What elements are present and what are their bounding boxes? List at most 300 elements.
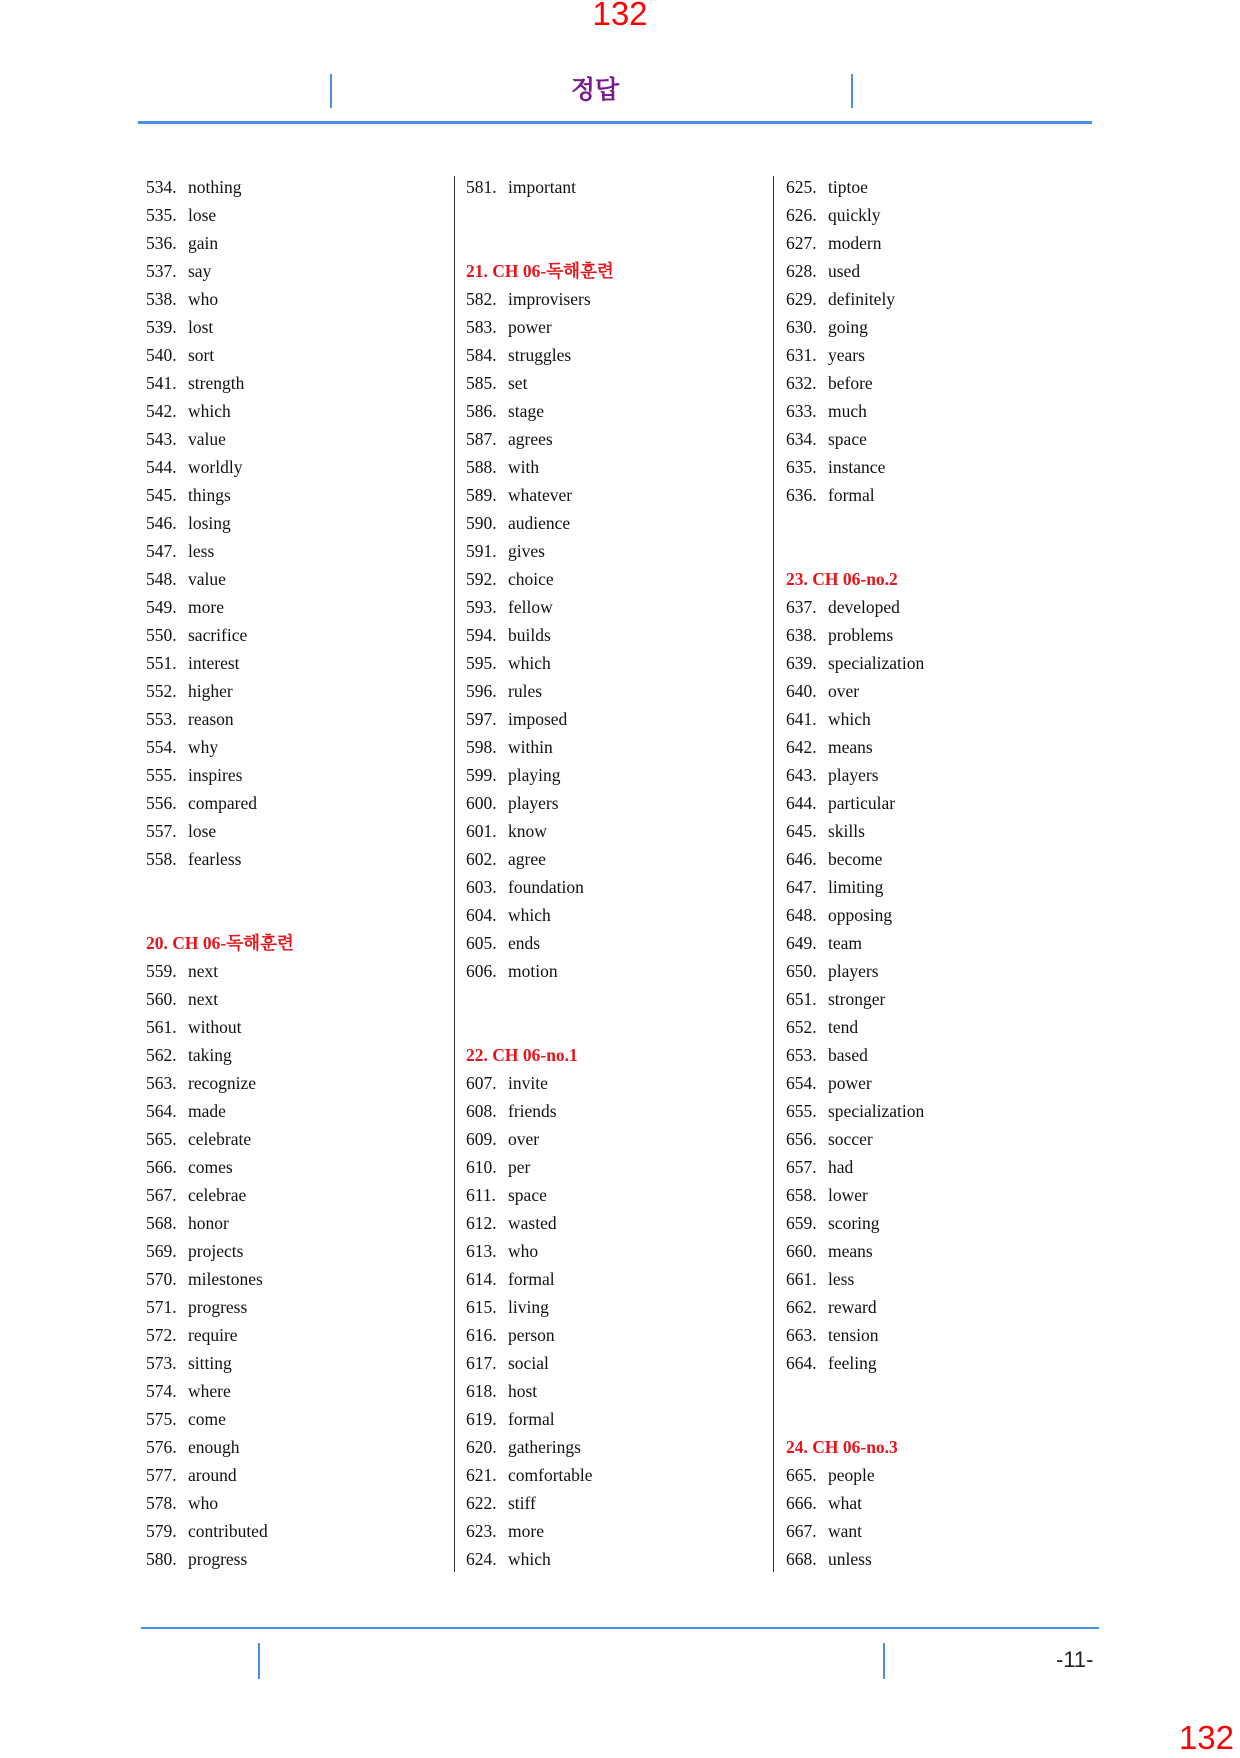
answer-number: 575. <box>146 1409 177 1429</box>
spacer <box>146 901 466 929</box>
answer-number: 614. <box>466 1269 497 1289</box>
answer-item <box>786 733 1106 761</box>
answer-word: gatherings <box>508 1437 581 1457</box>
answer-word: players <box>828 765 879 785</box>
answer-number: 549. <box>146 597 177 617</box>
answer-word: stage <box>508 401 544 421</box>
answer-item <box>786 1349 1106 1377</box>
answer-word: value <box>188 569 226 589</box>
answer-word: audience <box>508 513 571 533</box>
answer-item <box>466 901 786 929</box>
section-heading: 22. CH 06-no.1 <box>466 1045 578 1065</box>
answer-item <box>146 677 466 705</box>
answer-item <box>466 1265 786 1293</box>
spacer <box>786 537 1106 565</box>
answer-word: why <box>188 737 219 757</box>
answer-item <box>466 649 786 677</box>
page-title: 정답 <box>570 75 620 104</box>
answer-word: whatever <box>508 485 573 505</box>
answer-word: gives <box>508 541 545 561</box>
answer-word: modern <box>828 233 882 253</box>
spacer <box>466 229 786 257</box>
answer-number: 629. <box>786 289 817 309</box>
answer-word: know <box>508 821 547 841</box>
answer-item <box>786 1013 1106 1041</box>
answer-item <box>466 509 786 537</box>
answer-number: 553. <box>146 709 177 729</box>
answer-item <box>146 397 466 425</box>
answer-item <box>146 565 466 593</box>
answer-item <box>466 341 786 369</box>
answer-item <box>786 1517 1106 1545</box>
answer-word: opposing <box>828 905 893 925</box>
answer-word: ends <box>508 933 541 953</box>
answer-word: quickly <box>828 205 881 225</box>
answer-item <box>466 1461 786 1489</box>
answer-item <box>146 1321 466 1349</box>
answer-item <box>466 593 786 621</box>
answer-item <box>146 201 466 229</box>
answer-word: invite <box>508 1073 548 1093</box>
answer-word: particular <box>828 793 896 813</box>
answer-word: space <box>508 1185 547 1205</box>
answer-number: 610. <box>466 1157 497 1177</box>
answer-word: compared <box>188 793 257 813</box>
answer-word: next <box>188 961 219 981</box>
answer-number: 586. <box>466 401 497 421</box>
answer-item <box>146 1377 466 1405</box>
answer-item <box>466 957 786 985</box>
answer-word: people <box>828 1465 875 1485</box>
answer-item <box>146 1013 466 1041</box>
answer-item <box>146 1069 466 1097</box>
answer-item <box>786 341 1106 369</box>
answer-number: 615. <box>466 1297 497 1317</box>
answer-item <box>786 593 1106 621</box>
answer-item <box>786 257 1106 285</box>
answer-number: 665. <box>786 1465 817 1485</box>
answer-item <box>466 1433 786 1461</box>
answer-item <box>146 453 466 481</box>
answer-word: lose <box>188 821 217 841</box>
answer-item <box>466 1125 786 1153</box>
answer-number: 612. <box>466 1213 497 1233</box>
answer-number: 609. <box>466 1129 497 1149</box>
answer-number: 664. <box>786 1353 817 1373</box>
answer-item <box>466 1209 786 1237</box>
answer-number: 592. <box>466 569 497 589</box>
answer-word: gain <box>188 233 219 253</box>
answer-number: 646. <box>786 849 817 869</box>
answer-number: 623. <box>466 1521 497 1541</box>
column-separator-2 <box>773 176 774 1572</box>
answer-word: taking <box>188 1045 232 1065</box>
answer-item <box>786 173 1106 201</box>
answer-item <box>146 1125 466 1153</box>
answer-word: celebrate <box>188 1129 252 1149</box>
section-heading: 24. CH 06-no.3 <box>786 1437 898 1457</box>
section-heading: 20. CH 06-독해훈련 <box>146 933 294 953</box>
answer-word: sacrifice <box>188 625 248 645</box>
answer-word: which <box>508 1549 551 1569</box>
answer-number: 608. <box>466 1101 497 1121</box>
answer-item <box>786 901 1106 929</box>
answer-item <box>786 873 1106 901</box>
answer-number: 582. <box>466 289 497 309</box>
answer-number: 654. <box>786 1073 817 1093</box>
answer-word: per <box>508 1157 531 1177</box>
answer-item <box>786 285 1106 313</box>
answer-item <box>146 1489 466 1517</box>
answer-item <box>786 1069 1106 1097</box>
answer-word: reward <box>828 1297 877 1317</box>
answer-item <box>466 1349 786 1377</box>
answer-word: playing <box>508 765 561 785</box>
answer-item <box>466 313 786 341</box>
answer-item <box>786 313 1106 341</box>
answer-word: more <box>188 597 224 617</box>
answer-number: 644. <box>786 793 817 813</box>
answer-item <box>786 649 1106 677</box>
spacer <box>466 201 786 229</box>
answer-item <box>466 425 786 453</box>
answer-number: 607. <box>466 1073 497 1093</box>
footer-divider-left <box>258 1643 260 1679</box>
answer-number: 585. <box>466 373 497 393</box>
answer-number: 599. <box>466 765 497 785</box>
answer-word: who <box>188 1493 219 1513</box>
answer-number: 626. <box>786 205 817 225</box>
answer-word: tiptoe <box>828 177 868 197</box>
answer-item <box>786 1209 1106 1237</box>
answer-number: 645. <box>786 821 817 841</box>
top-page-number: 132 <box>592 0 648 32</box>
answer-number: 655. <box>786 1101 817 1121</box>
answer-word: who <box>508 1241 539 1261</box>
answer-word: builds <box>508 625 551 645</box>
answer-item <box>466 733 786 761</box>
answer-word: progress <box>188 1549 248 1569</box>
answer-item <box>466 789 786 817</box>
answer-number: 580. <box>146 1549 177 1569</box>
answer-word: feeling <box>828 1353 877 1373</box>
answer-word: person <box>508 1325 555 1345</box>
answer-word: problems <box>828 625 894 645</box>
answer-word: over <box>508 1129 540 1149</box>
answer-number: 613. <box>466 1241 497 1261</box>
answer-word: stiff <box>508 1493 536 1513</box>
answer-word: friends <box>508 1101 557 1121</box>
answer-item <box>786 817 1106 845</box>
answer-item <box>466 397 786 425</box>
answer-number: 548. <box>146 569 177 589</box>
answer-item <box>786 1545 1106 1573</box>
spacer <box>466 1013 786 1041</box>
answer-number: 571. <box>146 1297 177 1317</box>
answer-item <box>466 1321 786 1349</box>
answer-number: 565. <box>146 1129 177 1149</box>
answer-number: 653. <box>786 1045 817 1065</box>
answer-item <box>466 817 786 845</box>
answer-item <box>466 565 786 593</box>
answer-item <box>786 761 1106 789</box>
answer-item <box>146 1545 466 1573</box>
answer-word: choice <box>508 569 554 589</box>
answer-number: 602. <box>466 849 497 869</box>
answer-item <box>466 1153 786 1181</box>
answer-word: inspires <box>188 765 243 785</box>
answer-word: host <box>508 1381 538 1401</box>
answer-word: foundation <box>508 877 584 897</box>
answer-item <box>146 985 466 1013</box>
answer-number: 649. <box>786 933 817 953</box>
answer-number: 642. <box>786 737 817 757</box>
answer-word: instance <box>828 457 886 477</box>
answer-word: means <box>828 737 873 757</box>
answer-item <box>466 1293 786 1321</box>
answer-word: agrees <box>508 429 553 449</box>
answer-number: 634. <box>786 429 817 449</box>
answer-item <box>466 1181 786 1209</box>
answer-number: 658. <box>786 1185 817 1205</box>
answer-word: celebrae <box>188 1185 247 1205</box>
answer-word: specialization <box>828 653 925 673</box>
answer-number: 535. <box>146 205 177 225</box>
answer-word: where <box>188 1381 231 1401</box>
footer-rule <box>141 1627 1099 1629</box>
answer-number: 619. <box>466 1409 497 1429</box>
answer-item <box>146 1349 466 1377</box>
answer-number: 648. <box>786 905 817 925</box>
answer-word: projects <box>188 1241 244 1261</box>
answer-column-1 <box>146 173 466 1573</box>
answer-item <box>786 453 1106 481</box>
answer-word: which <box>508 905 551 925</box>
answer-number: 557. <box>146 821 177 841</box>
answer-item <box>466 705 786 733</box>
answer-word: unless <box>828 1549 872 1569</box>
answer-word: sort <box>188 345 215 365</box>
answer-item <box>466 481 786 509</box>
answer-item <box>146 1209 466 1237</box>
answer-item <box>466 1097 786 1125</box>
answer-item <box>786 229 1106 257</box>
spacer <box>146 873 466 901</box>
answer-number: 661. <box>786 1269 817 1289</box>
answer-word: fearless <box>188 849 242 869</box>
answer-word: come <box>188 1409 226 1429</box>
answer-number: 563. <box>146 1073 177 1093</box>
answer-number: 611. <box>466 1185 496 1205</box>
section-heading: 21. CH 06-독해훈련 <box>466 261 614 281</box>
answer-item <box>146 1097 466 1125</box>
answer-item <box>786 845 1106 873</box>
answer-number: 630. <box>786 317 817 337</box>
answer-word: what <box>828 1493 863 1513</box>
answer-item <box>786 397 1106 425</box>
answer-number: 569. <box>146 1241 177 1261</box>
answer-number: 536. <box>146 233 177 253</box>
answer-number: 617. <box>466 1353 497 1373</box>
answer-item <box>146 817 466 845</box>
answer-number: 601. <box>466 821 497 841</box>
answer-item <box>146 1433 466 1461</box>
answer-word: agree <box>508 849 546 869</box>
answer-word: lost <box>188 317 214 337</box>
answer-word: milestones <box>188 1269 263 1289</box>
answer-number: 637. <box>786 597 817 617</box>
answer-word: tension <box>828 1325 879 1345</box>
answer-item <box>146 1461 466 1489</box>
answer-item <box>146 1265 466 1293</box>
answer-word: definitely <box>828 289 896 309</box>
answer-word: motion <box>508 961 558 981</box>
answer-word: based <box>828 1045 868 1065</box>
answer-item <box>786 957 1106 985</box>
answer-word: who <box>188 289 219 309</box>
answer-word: formal <box>508 1409 555 1429</box>
answer-word: struggles <box>508 345 572 365</box>
header-rule <box>138 121 1092 124</box>
answer-word: which <box>508 653 551 673</box>
answer-word: fellow <box>508 597 553 617</box>
answer-word: interest <box>188 653 240 673</box>
answer-word: going <box>828 317 868 337</box>
answer-number: 554. <box>146 737 177 757</box>
answer-number: 652. <box>786 1017 817 1037</box>
answer-word: higher <box>188 681 233 701</box>
answer-number: 605. <box>466 933 497 953</box>
answer-number: 641. <box>786 709 817 729</box>
spacer <box>786 509 1106 537</box>
answer-word: had <box>828 1157 854 1177</box>
answer-item <box>466 873 786 901</box>
answer-word: means <box>828 1241 873 1261</box>
answer-item <box>466 1377 786 1405</box>
answer-word: losing <box>188 513 231 533</box>
answer-word: reason <box>188 709 234 729</box>
answer-item <box>146 733 466 761</box>
answer-word: space <box>828 429 867 449</box>
answer-item <box>146 621 466 649</box>
answer-item <box>146 425 466 453</box>
answer-word: before <box>828 373 873 393</box>
answer-number: 651. <box>786 989 817 1009</box>
answer-number: 603. <box>466 877 497 897</box>
answer-word: rules <box>508 681 543 701</box>
answer-word: power <box>508 317 552 337</box>
answer-word: less <box>188 541 215 561</box>
answer-item <box>786 677 1106 705</box>
answer-item <box>146 313 466 341</box>
answer-number: 625. <box>786 177 817 197</box>
answer-number: 659. <box>786 1213 817 1233</box>
answer-number: 576. <box>146 1437 177 1457</box>
spacer <box>786 1377 1106 1405</box>
answer-number: 562. <box>146 1045 177 1065</box>
answer-word: strength <box>188 373 245 393</box>
answer-item <box>466 453 786 481</box>
answer-word: wasted <box>508 1213 557 1233</box>
answer-number: 606. <box>466 961 497 981</box>
answer-number: 631. <box>786 345 817 365</box>
answer-item <box>146 845 466 873</box>
answer-number: 550. <box>146 625 177 645</box>
answer-number: 600. <box>466 793 497 813</box>
answer-item <box>786 1461 1106 1489</box>
answer-number: 595. <box>466 653 497 673</box>
answer-item <box>786 1265 1106 1293</box>
answer-number: 578. <box>146 1493 177 1513</box>
answer-number: 640. <box>786 681 817 701</box>
answer-word: which <box>188 401 231 421</box>
answer-word: comfortable <box>508 1465 593 1485</box>
answer-word: around <box>188 1465 237 1485</box>
answer-number: 556. <box>146 793 177 813</box>
answer-number: 666. <box>786 1493 817 1513</box>
answer-number: 579. <box>146 1521 177 1541</box>
answer-number: 577. <box>146 1465 177 1485</box>
answer-number: 624. <box>466 1549 497 1569</box>
answer-number: 573. <box>146 1353 177 1373</box>
answer-word: over <box>828 681 860 701</box>
answer-item <box>146 369 466 397</box>
answer-number: 604. <box>466 905 497 925</box>
answer-item <box>466 621 786 649</box>
answer-item <box>786 1321 1106 1349</box>
answer-number: 568. <box>146 1213 177 1233</box>
answer-number: 667. <box>786 1521 817 1541</box>
answer-item <box>466 1069 786 1097</box>
answer-number: 591. <box>466 541 497 561</box>
answer-number: 627. <box>786 233 817 253</box>
answer-word: require <box>188 1325 238 1345</box>
answer-item <box>786 1293 1106 1321</box>
answer-number: 657. <box>786 1157 817 1177</box>
answer-item <box>146 789 466 817</box>
answer-item <box>146 1517 466 1545</box>
answer-number: 662. <box>786 1297 817 1317</box>
answer-number: 589. <box>466 485 497 505</box>
answer-word: years <box>828 345 865 365</box>
answer-item <box>786 1237 1106 1265</box>
answer-word: formal <box>828 485 875 505</box>
answer-number: 620. <box>466 1437 497 1457</box>
answer-item <box>466 1405 786 1433</box>
answer-item <box>786 481 1106 509</box>
answer-item <box>466 1517 786 1545</box>
answer-word: team <box>828 933 863 953</box>
answer-item <box>146 957 466 985</box>
answer-item <box>146 285 466 313</box>
answer-number: 574. <box>146 1381 177 1401</box>
answer-word: stronger <box>828 989 886 1009</box>
answer-number: 621. <box>466 1465 497 1485</box>
answer-number: 639. <box>786 653 817 673</box>
answer-item <box>146 1041 466 1069</box>
answer-item <box>786 201 1106 229</box>
answer-number: 597. <box>466 709 497 729</box>
answer-number: 633. <box>786 401 817 421</box>
answer-word: things <box>188 485 231 505</box>
footer-divider-right <box>883 1643 885 1679</box>
answer-item <box>466 677 786 705</box>
answer-number: 559. <box>146 961 177 981</box>
answer-word: developed <box>828 597 900 617</box>
answer-word: skills <box>828 821 865 841</box>
answer-word: used <box>828 261 861 281</box>
answer-word: limiting <box>828 877 884 897</box>
